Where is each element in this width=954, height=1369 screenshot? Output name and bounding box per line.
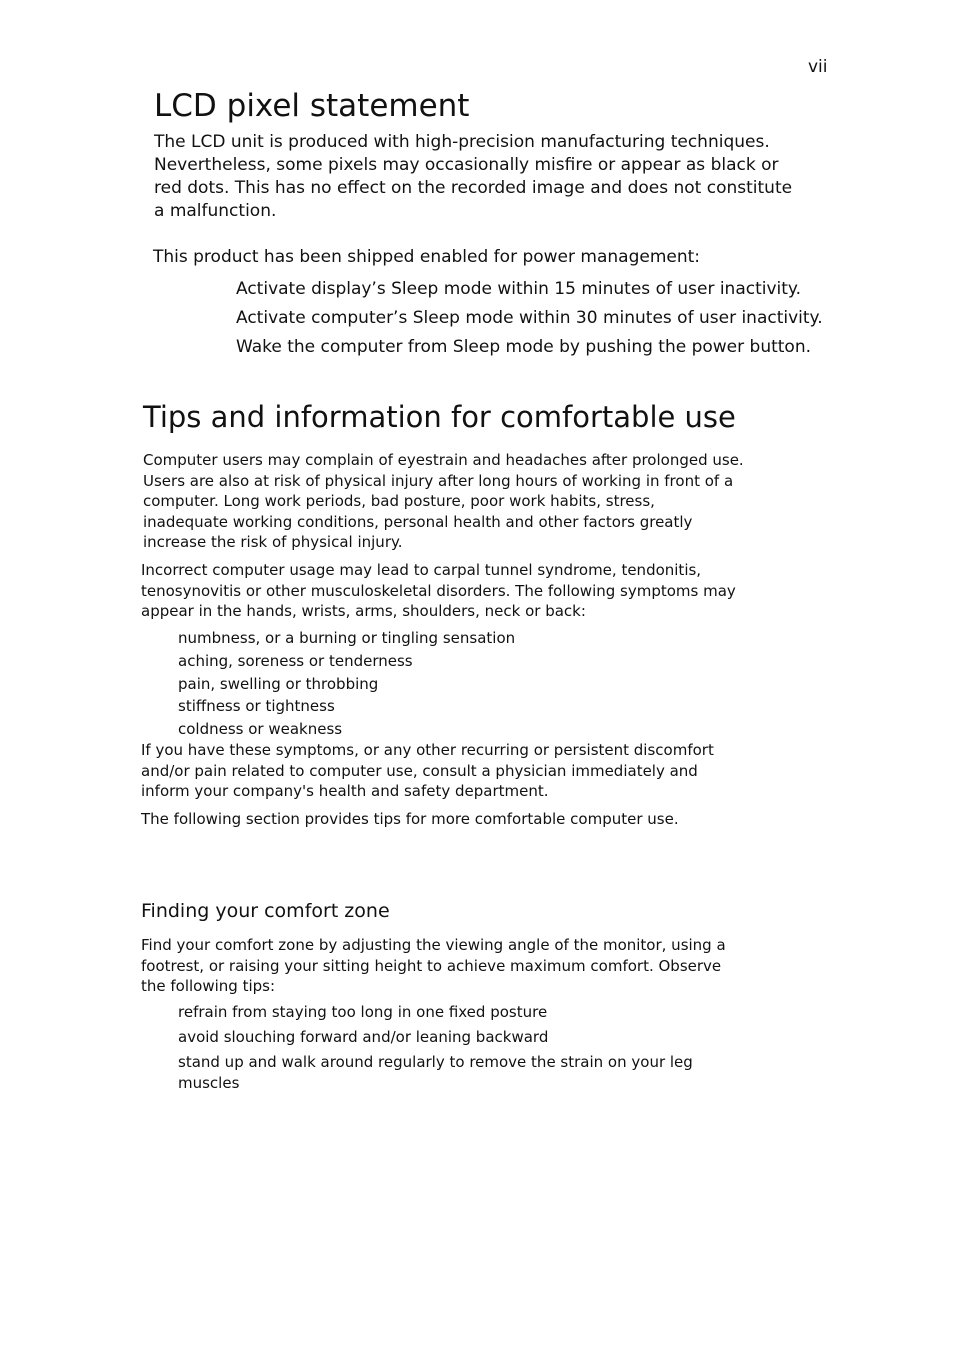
list-item <box>178 1002 693 1023</box>
body-line: the following tips: <box>141 977 276 996</box>
body-line: appear in the hands, wrists, arms, shoulders, neck or back: <box>141 602 586 621</box>
body-line: The LCD unit is produced with high-precision manufacturing techniques. <box>154 132 770 152</box>
comfort-tips-list <box>178 1002 693 1098</box>
musculoskeletal-paragraph <box>141 560 736 622</box>
list-item-line: muscles <box>178 1073 240 1092</box>
body-line: tenosynovitis or other musculoskeletal disorders. The following symptoms may <box>141 581 736 600</box>
list-item: pain, swelling or throbbing <box>178 674 379 693</box>
list-item-line: avoid slouching forward and/or leaning backward <box>178 1028 549 1047</box>
list-item: Activate computer’s Sleep mode within 30 minutes of user inactivity. <box>236 308 823 328</box>
list-item-line: stand up and walk around regularly to remove the strain on your leg <box>178 1053 693 1072</box>
body-line: red dots. This has no effect on the recorded image and does not constitute <box>154 178 793 198</box>
page-number: vii <box>808 57 828 77</box>
body-line: inform your company's health and safety department. <box>141 782 549 801</box>
comfort-zone-heading: Finding your comfort zone <box>141 900 390 922</box>
list-item: numbness, or a burning or tingling sensation <box>178 629 516 647</box>
body-line: Nevertheless, some pixels may occasionally misfire or appear as black or <box>154 155 779 175</box>
body-line: increase the risk of physical injury. <box>143 533 403 552</box>
body-line: Computer users may complain of eyestrain and headaches after prolonged use. <box>143 451 744 469</box>
body-line: Find your comfort zone by adjusting the viewing angle of the monitor, using a <box>141 936 726 954</box>
body-line: and/or pain related to computer use, consult a physician immediately and <box>141 761 698 780</box>
body-line: inadequate working conditions, personal health and other factors greatly <box>143 512 693 531</box>
body-line: If you have these symptoms, or any other recurring or persistent discomfort <box>141 741 714 759</box>
list-item-line: refrain from staying too long in one fixed posture <box>178 1003 548 1021</box>
list-item <box>178 1027 693 1048</box>
lcd-pixel-statement-heading: LCD pixel statement <box>154 88 470 124</box>
power-management-intro: This product has been shipped enabled for power management: <box>153 247 701 267</box>
list-item: stiffness or tightness <box>178 697 335 716</box>
eyestrain-paragraph <box>143 450 744 553</box>
list-item: Activate display’s Sleep mode within 15 minutes of user inactivity. <box>236 279 801 299</box>
power-management-list <box>236 275 823 362</box>
comfortable-use-heading: Tips and information for comfortable use <box>143 400 736 434</box>
body-line: Users are also at risk of physical injury after long hours of working in front of a <box>143 471 734 490</box>
list-item: aching, soreness or tenderness <box>178 651 413 670</box>
consult-physician-paragraph <box>141 740 714 802</box>
body-line: Incorrect computer usage may lead to carpal tunnel syndrome, tendonitis, <box>141 561 702 579</box>
list-item <box>178 1052 693 1093</box>
lcd-pixel-statement-body <box>154 131 792 223</box>
comfort-zone-intro <box>141 935 726 997</box>
list-item: coldness or weakness <box>178 720 343 739</box>
body-line: footrest, or raising your sitting height to achieve maximum comfort. Observe <box>141 956 722 975</box>
body-line: computer. Long work periods, bad posture, poor work habits, stress, <box>143 492 655 511</box>
symptoms-list <box>178 627 515 741</box>
body-line: a malfunction. <box>154 201 277 221</box>
list-item: Wake the computer from Sleep mode by pushing the power button. <box>236 337 812 357</box>
following-section-paragraph: The following section provides tips for more comfortable computer use. <box>141 810 679 828</box>
